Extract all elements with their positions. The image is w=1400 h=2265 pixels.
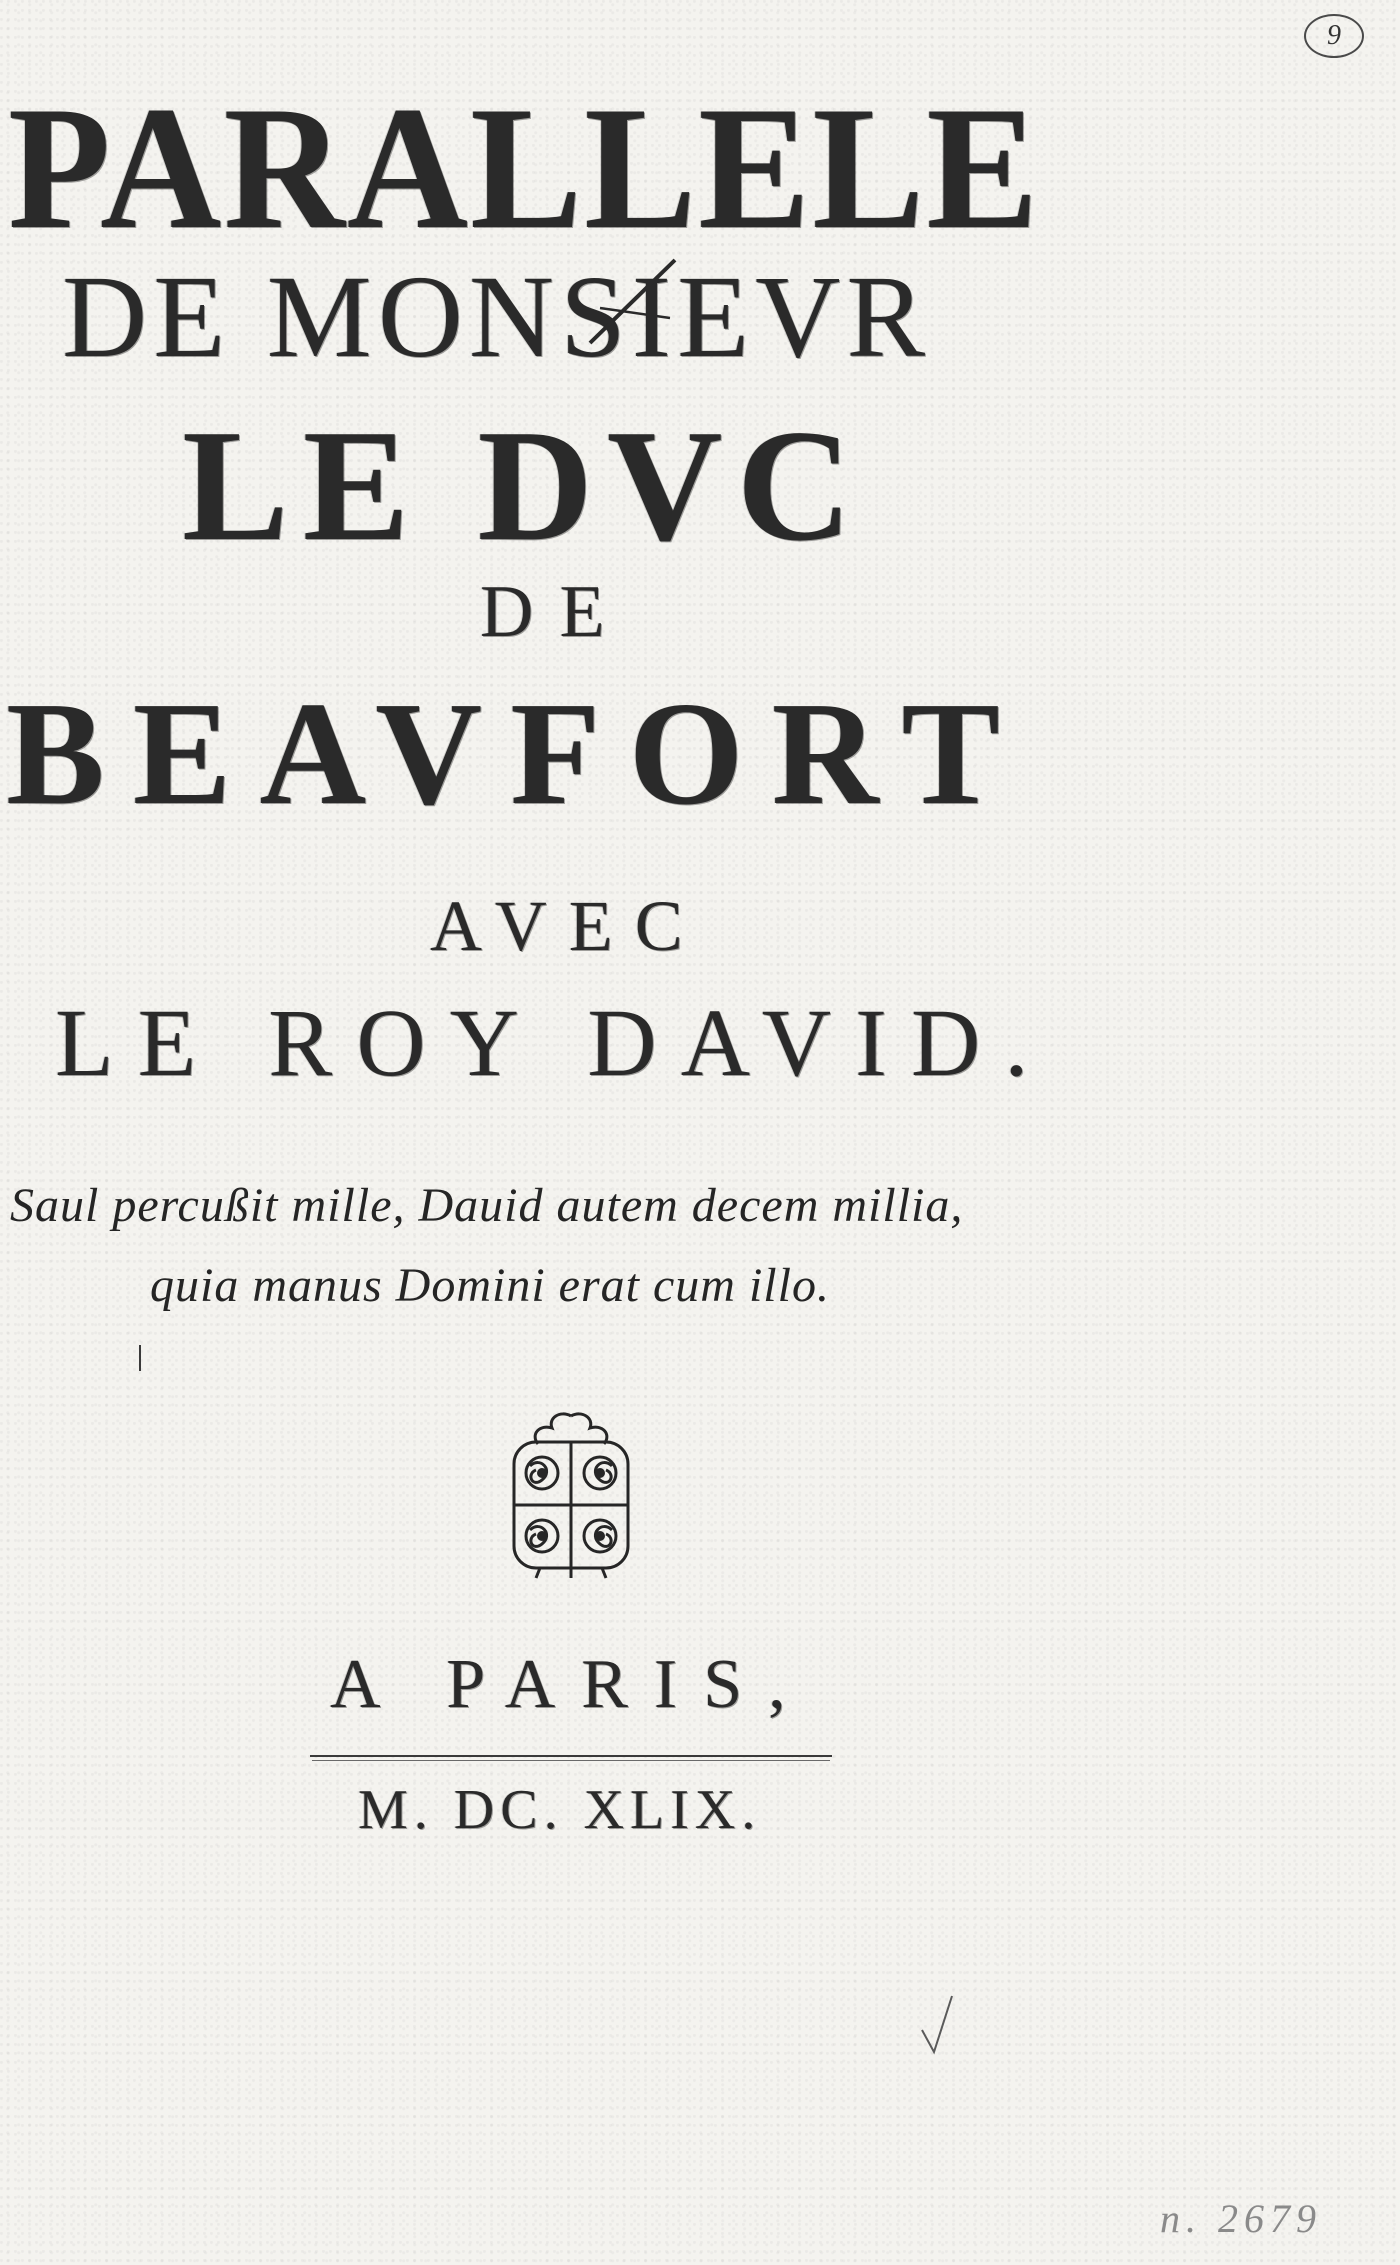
- imprint-rule-thin: [312, 1760, 830, 1761]
- title-line-de: DE: [480, 571, 631, 653]
- margin-tick-mark: [139, 1345, 141, 1371]
- epigraph-line-1: Saul percußit mille, Dauid autem decem millia,: [10, 1179, 964, 1232]
- ink-strike-mark: [580, 248, 690, 358]
- title-line-parallele: PARALLELE: [8, 70, 1041, 266]
- imprint-rule: [310, 1755, 832, 1757]
- printer-ornament: [500, 1408, 642, 1580]
- shelf-mark: n. 2679: [1160, 2196, 1322, 2241]
- pencil-check-mark: [918, 1990, 958, 2060]
- folio-number: 9: [1304, 14, 1364, 58]
- imprint-date: M. DC. XLIX.: [358, 1779, 762, 1841]
- title-line-avec: AVEC: [430, 886, 705, 966]
- title-line-beavfort: BEAVFORT: [6, 672, 1029, 836]
- epigraph-line-2: quia manus Domini erat cum illo.: [150, 1259, 830, 1312]
- title-line-le-dvc: LE DVC: [182, 396, 867, 574]
- title-line-le-roy-david: LE ROY DAVID.: [55, 989, 1053, 1096]
- title-line-de-monsievr: DE MONSIEVR: [62, 251, 932, 382]
- imprint-place: A PARIS,: [330, 1646, 812, 1723]
